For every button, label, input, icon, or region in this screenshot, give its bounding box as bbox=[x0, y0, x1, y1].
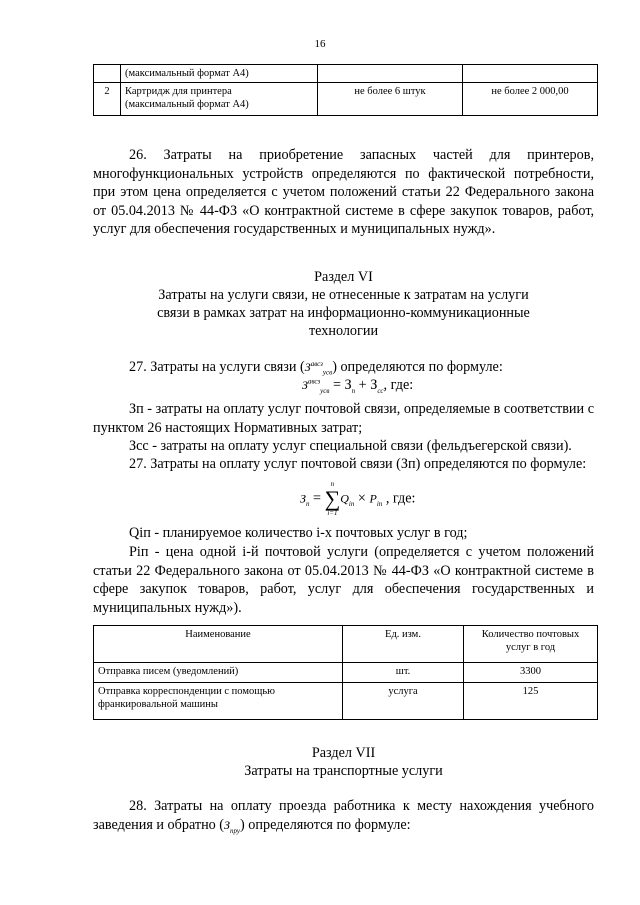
section-6-title: Раздел VI bbox=[314, 269, 373, 285]
sum-upper-limit: n bbox=[330, 480, 335, 488]
text: ) определяются по формуле: bbox=[240, 816, 411, 833]
formula-term: , где: bbox=[383, 377, 414, 393]
formula-sub: сс bbox=[377, 386, 384, 395]
printer-table bbox=[93, 64, 598, 116]
definition-zss: Зсс - затраты на оплату услуг специальной связи (фельдъегерской связи). bbox=[129, 438, 572, 454]
service-unit: услуга bbox=[343, 683, 464, 720]
table-row bbox=[94, 683, 598, 720]
item-price: не более 2 000,00 bbox=[463, 83, 598, 116]
text: 27. Затраты на услуги связи ( bbox=[129, 359, 305, 375]
definition-q: Qiп - планируемое количество i-х почтовых услуг в год; bbox=[129, 525, 468, 541]
definition-p: Piп - цена одной i-й почтовой услуги (определяется с учетом положений статьи 22 Федерального закона от 05.04.2013 № 44-ФЗ «О контрактной системе в сфере закупок товаров, работ, услуг для обеспечения государственных и муниципальных нужд»). bbox=[93, 544, 594, 616]
column-header: Наименование bbox=[94, 626, 343, 663]
section-6-heading-line: Затраты на услуги связи, не отнесенные к затратам на услуги bbox=[158, 287, 529, 303]
item-name-line: Картридж для принтера bbox=[125, 86, 232, 97]
formula-term: = bbox=[309, 490, 325, 507]
section-6-heading-line: технологии bbox=[308, 323, 379, 339]
formula-sub: iп bbox=[348, 500, 355, 509]
sum-icon bbox=[325, 480, 341, 518]
row-number bbox=[94, 65, 121, 83]
formula-2 bbox=[300, 480, 416, 518]
section-7-title: Раздел VII bbox=[311, 745, 376, 761]
formula-term: , где: bbox=[382, 490, 416, 507]
formula-term: × bbox=[354, 490, 370, 507]
item-name-line: (максимальный формат А4) bbox=[125, 99, 249, 110]
formula-term: Q bbox=[340, 491, 349, 506]
formula-variable: $З^{авсз}_{усв}$ bbox=[304, 360, 333, 377]
sum-symbol: ∑ bbox=[324, 486, 341, 511]
postal-services-table bbox=[93, 625, 598, 720]
page-number: 16 bbox=[314, 38, 326, 50]
item-name bbox=[121, 83, 318, 116]
table-header-row bbox=[94, 626, 598, 663]
table-row bbox=[94, 83, 598, 116]
formula-term: = З bbox=[329, 377, 352, 393]
definition-zp: Зп - затраты на оплату услуг почтовой связи, определяемые в соответствии с пунктом 26 настоящих Нормативных затрат; bbox=[93, 401, 594, 436]
section-7-heading-line: Затраты на транспортные услуги bbox=[244, 763, 443, 779]
formula-term: З bbox=[302, 378, 308, 392]
formula-sup: авсз bbox=[307, 377, 321, 386]
paragraph-27-postal: 27. Затраты на оплату услуг почтовой связи (Зп) определяются по формуле: bbox=[129, 456, 587, 472]
service-unit: шт. bbox=[343, 663, 464, 683]
formula-term: З bbox=[300, 491, 306, 506]
service-quantity: 3300 bbox=[464, 663, 598, 683]
formula-1 bbox=[302, 377, 413, 395]
text: 28. Затраты на оплату проезда работника к месту нахождения учебного заведения и обратно ( bbox=[93, 798, 594, 833]
service-name: Отправка писем (уведомлений) bbox=[94, 663, 343, 683]
formula-sub: усв bbox=[320, 386, 330, 395]
column-header: Количество почтовых услуг в год bbox=[464, 626, 598, 663]
item-quantity bbox=[318, 65, 463, 83]
item-quantity: не более 6 штук bbox=[318, 83, 463, 116]
service-name: Отправка корреспонденции с помощью франкировальной машины bbox=[94, 683, 343, 720]
formula-sub: п bbox=[351, 386, 356, 395]
formula-sub: п bbox=[305, 500, 310, 509]
formula-sub: пру bbox=[230, 826, 241, 835]
paragraph-26: 26. Затраты на приобретение запасных частей для принтеров, многофункциональных устройств определяются по фактической потребности, при этом цена определяется с учетом положений статьи 22 Федерального закона от 05.04.2013 № 44-ФЗ «О контрактной системе в сфере закупок товаров, работ, услуг для обеспечения государственных и муниципальных нужд». bbox=[93, 147, 594, 238]
sum-lower-limit: i=1 bbox=[327, 509, 338, 517]
service-quantity: 125 bbox=[464, 683, 598, 720]
formula-term: P bbox=[369, 491, 377, 506]
table-row bbox=[94, 663, 598, 683]
formula-variable: З bbox=[224, 817, 230, 832]
formula-term: + З bbox=[355, 377, 378, 393]
item-name: (максимальный формат А4) bbox=[121, 65, 318, 83]
paragraph-28 bbox=[93, 797, 594, 840]
section-6-heading-line: связи в рамках затрат на информационно-коммуникационные bbox=[157, 305, 530, 321]
table-row bbox=[94, 65, 598, 83]
formula-sub: iп bbox=[376, 500, 383, 509]
item-price bbox=[463, 65, 598, 83]
column-header: Ед. изм. bbox=[343, 626, 464, 663]
row-number: 2 bbox=[94, 83, 121, 116]
text: ) определяются по формуле: bbox=[332, 359, 503, 375]
